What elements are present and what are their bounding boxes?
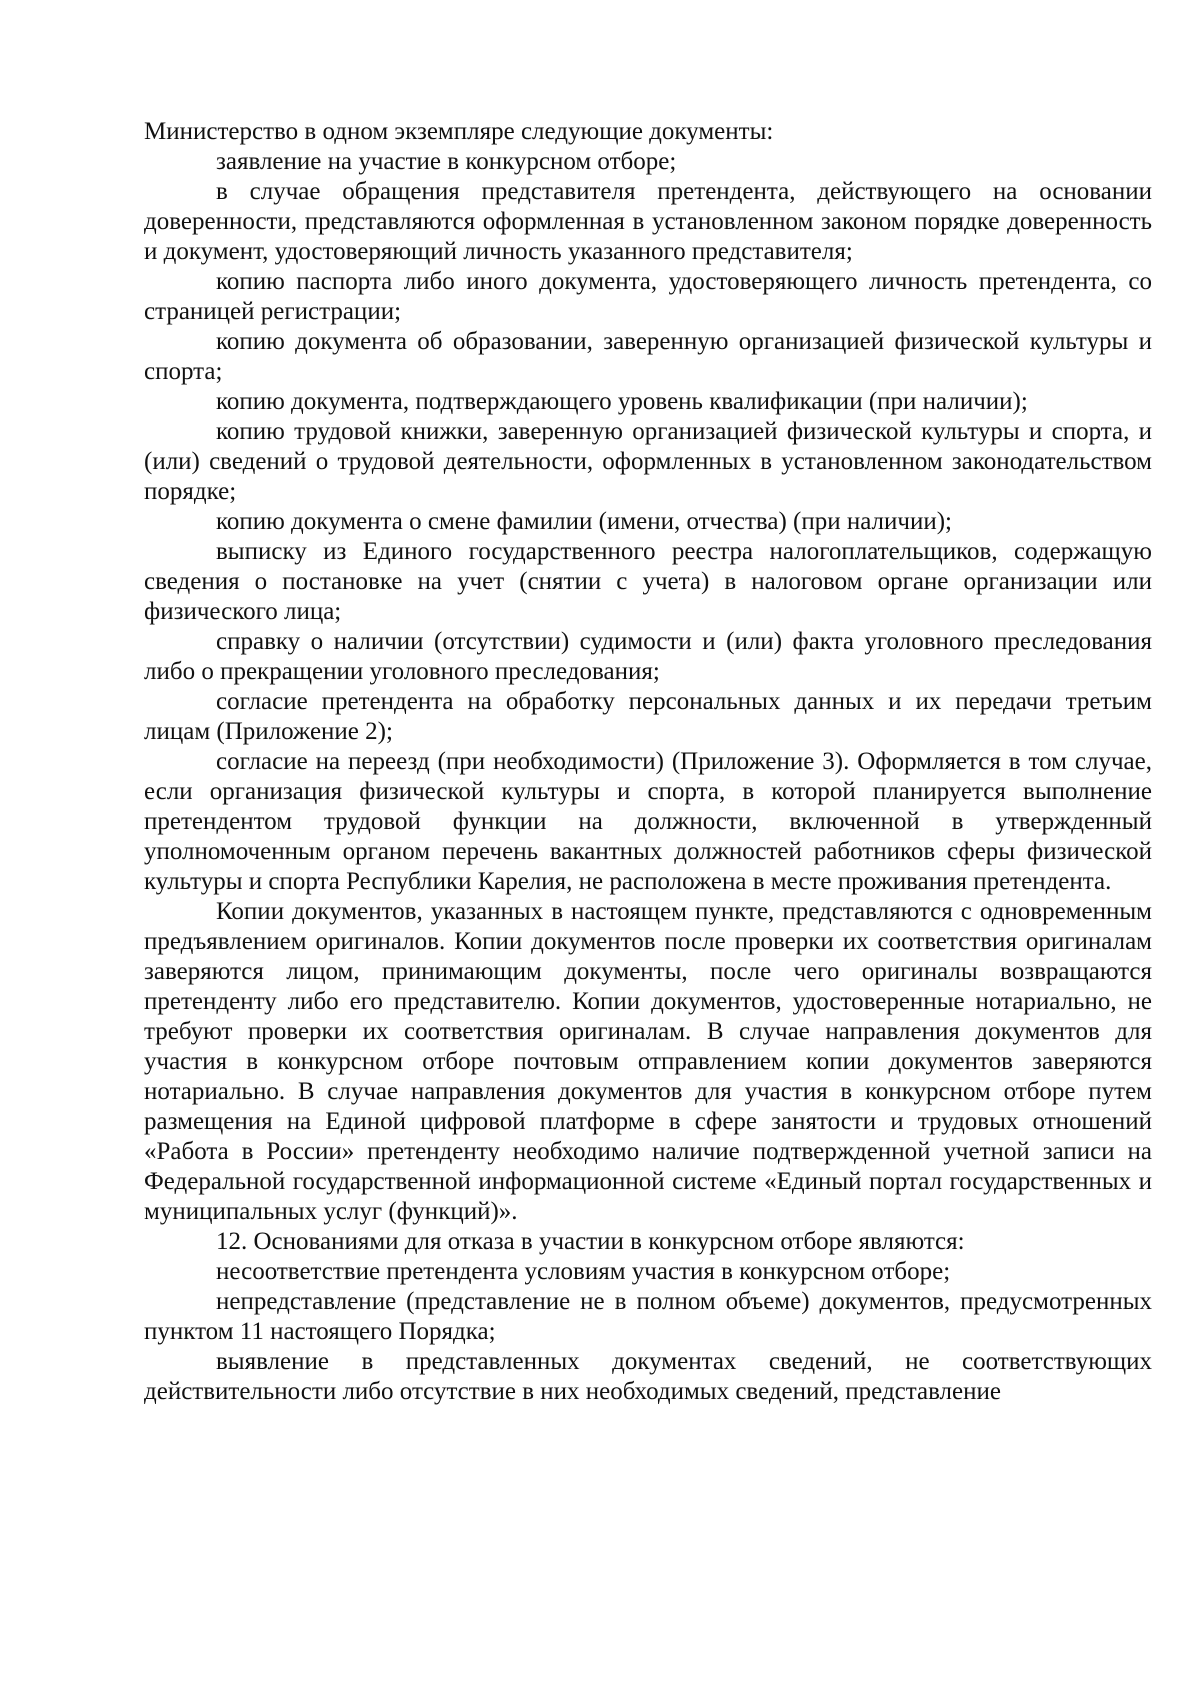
list-item-employment-record-copy: копию трудовой книжки, заверенную организацией физической культуры и спорта, и (или) сведений о трудовой деятельности, оформленных в установленном законодательством порядке;	[144, 418, 1152, 505]
document-body	[144, 117, 1152, 1407]
list-item-passport-copy: копию паспорта либо иного документа, удостоверяющего личность претендента, со страницей регистрации;	[144, 268, 1152, 325]
list-item-qualification-copy: копию документа, подтверждающего уровень квалификации (при наличии);	[216, 388, 1028, 415]
list-item-personal-data-consent: согласие претендента на обработку персональных данных и их передачи третьим лицам (Приложение 2);	[144, 688, 1152, 745]
paragraph-copies-of-documents: Копии документов, указанных в настоящем пункте, представляются с одновременным предъявлением оригиналов. Копии документов после проверки их соответствия оригиналам заверяются лицом, принимающим документы, после чего оригиналы возвращаются претенденту либо его представителю. Копии документов, удостоверенные нотариально, не требуют проверки их соответствия оригиналам. В случае направления документов для участия в конкурсном отборе почтовым отправлением копии документов заверяются нотариально. В случае направления документов для участия в конкурсном отборе путем размещения на Единой цифровой платформе в сфере занятости и трудовых отношений «Работа в России» претенденту необходимо наличие подтвержденной учетной записи на Федеральной государственной информационной системе «Единый портал государственных и муниципальных услуг (функций)».	[144, 898, 1152, 1225]
list-item-incomplete-documents: непредставление (представление не в полном объеме) документов, предусмотренных пунктом 11 настоящего Порядка;	[144, 1288, 1152, 1345]
list-item-criminal-record-certificate: справку о наличии (отсутствии) судимости и (или) факта уголовного преследования либо о прекращении уголовного преследования;	[144, 628, 1152, 685]
list-item-education-copy: копию документа об образовании, заверенную организацией физической культуры и спорта;	[144, 328, 1152, 385]
list-item-false-information: выявление в представленных документах сведений, не соответствующих действительности либо отсутствие в них необходимых сведений, представление	[144, 1348, 1152, 1405]
list-item-tax-register-extract: выписку из Единого государственного реестра налогоплательщиков, содержащую сведения о постановке на учет (снятии с учета) в налоговом органе организации или физического лица;	[144, 538, 1152, 625]
list-item-name-change-copy: копию документа о смене фамилии (имени, отчества) (при наличии);	[216, 508, 952, 535]
list-item-application: заявление на участие в конкурсном отборе;	[216, 148, 677, 175]
paragraph-intro: Министерство в одном экземпляре следующие документы:	[144, 118, 774, 145]
paragraph-refusal-grounds: 12. Основаниями для отказа в участии в конкурсном отборе являются:	[216, 1228, 965, 1255]
list-item-relocation-consent: согласие на переезд (при необходимости) (Приложение 3). Оформляется в том случае, если организация физической культуры и спорта, в которой планируется выполнение претендентом трудовой функции на должности, включенной в утвержденный уполномоченным органом перечень вакантных должностей работников сферы физической культуры и спорта Республики Карелия, не расположена в месте проживания претендента.	[144, 748, 1152, 895]
list-item-nonconformity: несоответствие претендента условиям участия в конкурсном отборе;	[216, 1258, 951, 1285]
list-item-power-of-attorney: в случае обращения представителя претендента, действующего на основании доверенности, представляются оформленная в установленном законом порядке доверенность и документ, удостоверяющий личность указанного представителя;	[144, 178, 1152, 265]
